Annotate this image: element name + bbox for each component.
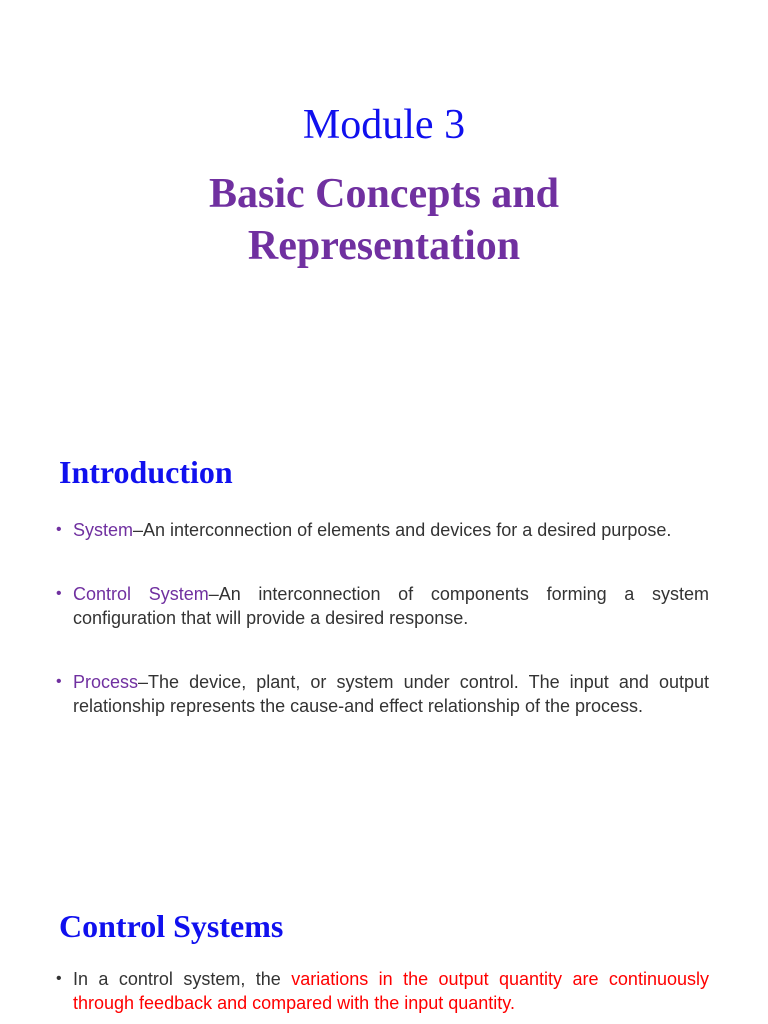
module-title: Module 3 bbox=[302, 102, 466, 148]
control-systems-slide bbox=[0, 890, 768, 1024]
definition-list bbox=[56, 518, 709, 758]
introduction-slide bbox=[0, 420, 768, 890]
definition-term: Control System bbox=[73, 584, 209, 604]
bullet-dot-icon: • bbox=[56, 521, 62, 538]
section-heading: Introduction bbox=[59, 454, 233, 490]
module-subtitle bbox=[0, 168, 768, 272]
definition-term: Process bbox=[73, 672, 139, 692]
bullet-dot-icon: • bbox=[56, 585, 62, 602]
definition-text: –The device, plant, or system under control. The input and output relationship represents the cause-and effect relationship of the process. bbox=[73, 672, 709, 716]
bullet-lead-text: In a control system, the bbox=[73, 969, 292, 989]
list-item bbox=[56, 582, 709, 630]
definition-text: –An interconnection of elements and devices for a desired purpose. bbox=[133, 520, 672, 540]
bullet-list bbox=[56, 967, 709, 1015]
subtitle-line: Representation bbox=[247, 223, 521, 269]
subtitle-line: Basic Concepts and bbox=[208, 171, 560, 217]
list-item bbox=[56, 670, 709, 718]
definition-text: –An interconnection of components forming a system configuration that will provide a desired response. bbox=[73, 584, 709, 628]
definition-term: System bbox=[73, 520, 134, 540]
list-item bbox=[56, 967, 709, 1015]
bullet-dot-icon: • bbox=[56, 673, 62, 690]
bullet-dot-icon: • bbox=[56, 970, 62, 987]
highlighted-text: variations in the output quantity are continuously through feedback and compared with the input quantity. bbox=[73, 969, 709, 1013]
list-item bbox=[56, 518, 709, 542]
section-heading: Control Systems bbox=[59, 908, 284, 944]
title-slide bbox=[0, 0, 768, 420]
